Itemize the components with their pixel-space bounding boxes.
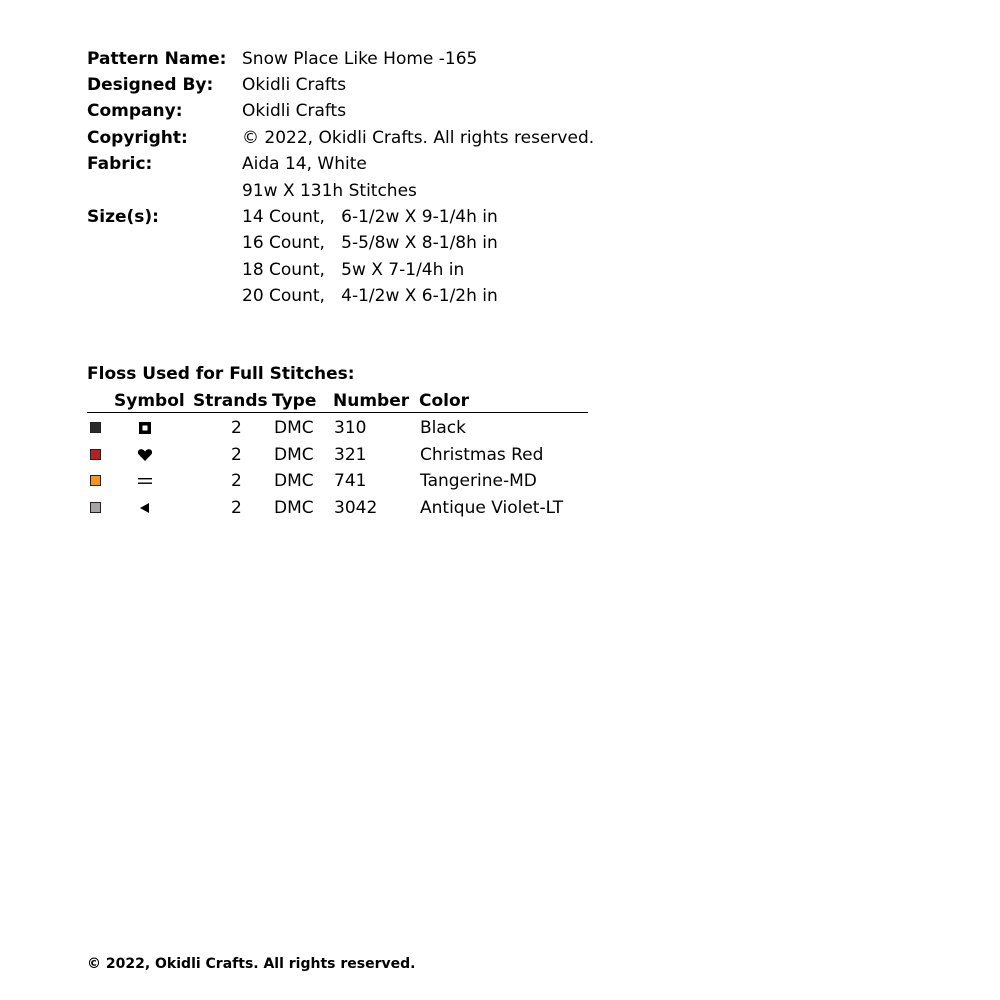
color-column-header: Color <box>419 391 470 411</box>
strands-value: 2 <box>231 445 242 465</box>
sizes-label: Size(s): <box>87 207 159 227</box>
type-value: DMC <box>274 471 314 491</box>
type-value: DMC <box>274 418 314 438</box>
color-name-value: Christmas Red <box>420 445 544 465</box>
number-value: 310 <box>334 418 367 438</box>
type-value: DMC <box>274 445 314 465</box>
size-value: 16 Count, 5-5/8w X 8-1/8h in <box>242 233 498 253</box>
floss-row-321 <box>0 444 1000 466</box>
stitches-value: 91w X 131h Stitches <box>242 181 417 201</box>
color-swatch <box>90 449 101 460</box>
double-line-icon <box>136 472 154 490</box>
color-swatch <box>90 422 101 433</box>
number-value: 741 <box>334 471 367 491</box>
size-value: 18 Count, 5w X 7-1/4h in <box>242 260 465 280</box>
table-header-divider <box>87 412 588 413</box>
fabric-value: Aida 14, White <box>242 154 367 174</box>
size-value: 14 Count, 6-1/2w X 9-1/4h in <box>242 207 498 227</box>
floss-section-title: Floss Used for Full Stitches: <box>87 364 355 384</box>
strands-value: 2 <box>231 498 242 518</box>
symbol-column-header: Symbol <box>114 391 185 411</box>
type-value: DMC <box>274 498 314 518</box>
color-swatch <box>90 502 101 513</box>
strands-value: 2 <box>231 471 242 491</box>
number-column-header: Number <box>333 391 410 411</box>
heart-icon <box>136 446 154 464</box>
strands-value: 2 <box>231 418 242 438</box>
strands-column-header: Strands <box>193 391 268 411</box>
copyright-value: © 2022, Okidli Crafts. All rights reserved. <box>242 128 595 148</box>
designed-by-value: Okidli Crafts <box>242 75 347 95</box>
filled-square-with-hole-icon <box>136 419 154 437</box>
color-swatch <box>90 475 101 486</box>
floss-row-310 <box>0 417 1000 439</box>
color-name-value: Antique Violet-LT <box>420 498 564 518</box>
number-value: 3042 <box>334 498 378 518</box>
fabric-label: Fabric: <box>87 154 153 174</box>
floss-row-3042 <box>0 497 1000 519</box>
designed-by-label: Designed By: <box>87 75 214 95</box>
floss-row-741 <box>0 470 1000 492</box>
number-value: 321 <box>334 445 367 465</box>
footer-copyright: © 2022, Okidli Crafts. All rights reserved. <box>87 956 416 972</box>
color-name-value: Tangerine-MD <box>420 471 537 491</box>
pattern-name-value: Snow Place Like Home -165 <box>242 49 478 69</box>
pattern-name-label: Pattern Name: <box>87 49 227 69</box>
company-value: Okidli Crafts <box>242 101 347 121</box>
size-value: 20 Count, 4-1/2w X 6-1/2h in <box>242 286 498 306</box>
company-label: Company: <box>87 101 183 121</box>
type-column-header: Type <box>272 391 317 411</box>
copyright-label: Copyright: <box>87 128 188 148</box>
color-name-value: Black <box>420 418 466 438</box>
left-triangle-icon <box>136 499 154 517</box>
